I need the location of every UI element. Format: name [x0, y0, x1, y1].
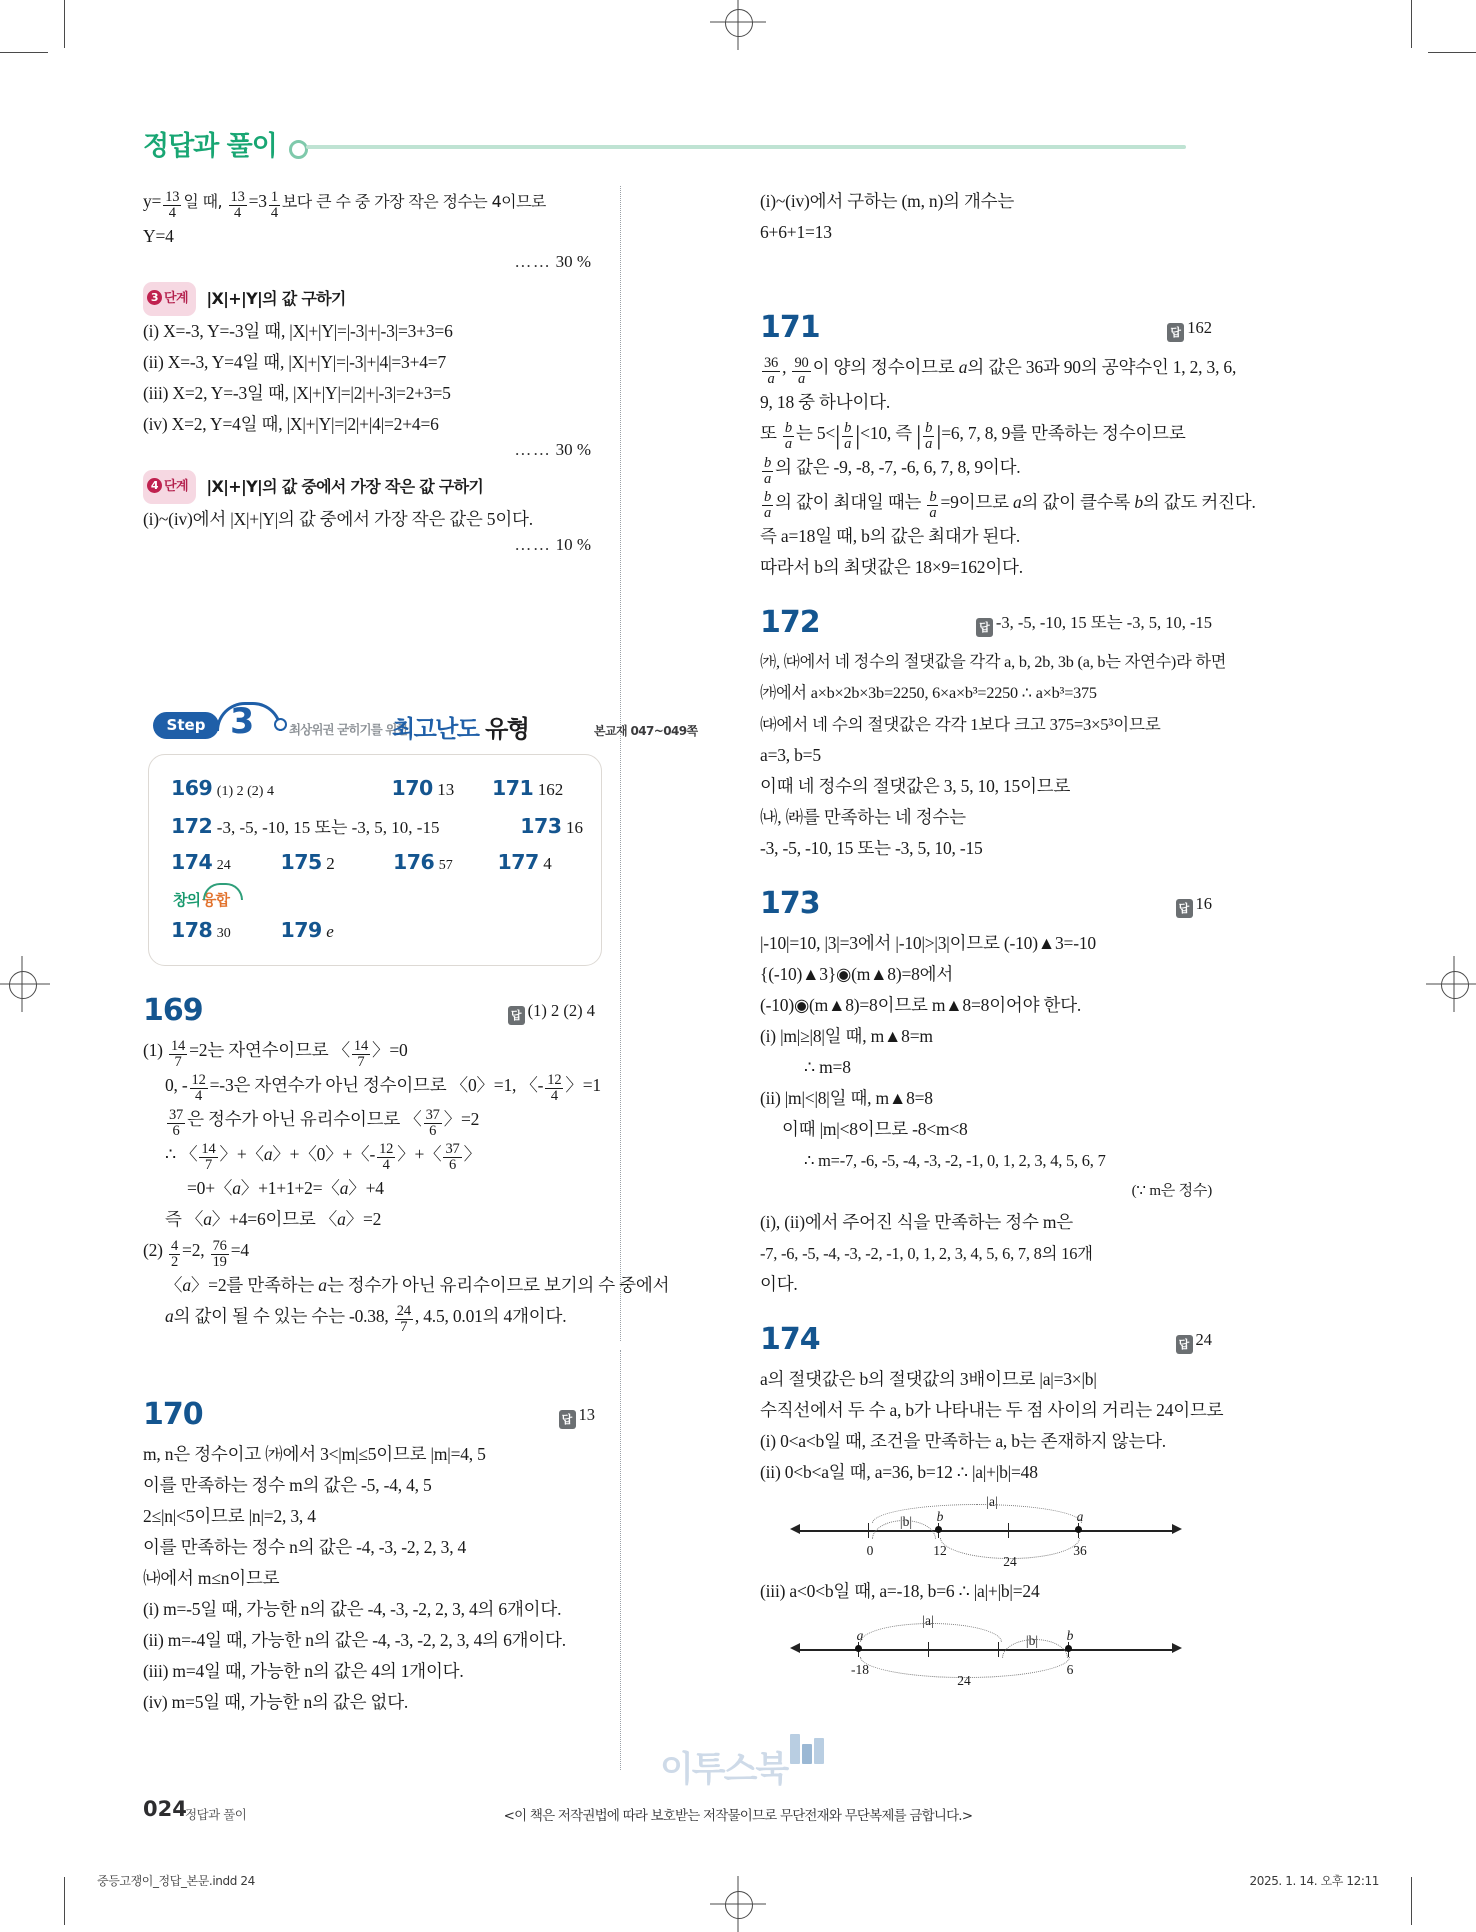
- arrow-right-icon: [1172, 1643, 1182, 1653]
- answer-icon: 답: [559, 1410, 576, 1429]
- creative-convergence-badge: 창의 융합: [173, 889, 229, 915]
- registration-mark-bottom: [710, 1876, 766, 1932]
- solution-line: ㈏에서 m≤n이므로: [143, 1568, 280, 1589]
- point-label-a: a: [856, 1628, 864, 1644]
- solution-line: 즉 a=18일 때, b의 값은 최대가 된다.: [760, 526, 1021, 547]
- crop-mark: [64, 0, 65, 48]
- answer-label: 답 (1) 2 (2) 4: [508, 1001, 595, 1025]
- solution-line: {(-10)▲3}◉(m▲8)=8에서: [760, 964, 954, 985]
- measure-label-abs-a: |a|: [986, 1494, 998, 1510]
- solution-line: (iv) X=2, Y=4일 때, |X|+|Y|=|2|+|4|=2+4=6: [143, 413, 439, 434]
- axis-tick: [998, 1642, 999, 1657]
- header-dot-icon: [289, 140, 308, 159]
- solution-line: (i), (ii)에서 주어진 식을 만족하는 정수 m은: [760, 1212, 1074, 1233]
- solution-line: (1) $\frac{14}{7}$ =2는 자연수이므로 〈 $\frac{14}{7}$ 〉=0: [143, 1037, 408, 1070]
- solution-line: $\frac{37}{6}$ 은 정수가 아닌 유리수이므로 〈 $\frac{37}{6}$ 〉=2: [169, 1106, 480, 1139]
- question-heading-171: 171 답 162: [760, 310, 1212, 345]
- question-heading-172: 172 답 -3, -5, -10, 15 또는 -3, 5, 10, -15: [760, 605, 1212, 641]
- watermark-text: 이투스북: [660, 1750, 788, 1790]
- tick-label: -18: [851, 1662, 869, 1678]
- step-heading: [143, 282, 595, 316]
- answer-icon: 답: [976, 618, 993, 637]
- left-column-lower: [143, 993, 670, 1718]
- solution-line: -7, -6, -5, -4, -3, -2, -1, 0, 1, 2, 3, 4, 5, 6, 7, 8의 16개: [760, 1244, 1093, 1264]
- solution-line: (i)~(iv)에서 구하는 (m, n)의 개수는: [760, 191, 1015, 211]
- solution-line: 이를 만족하는 정수 m의 값은 -5, -4, 4, 5: [143, 1475, 432, 1496]
- answer-label: 답 162: [1167, 318, 1212, 342]
- distance-label: 24: [1003, 1554, 1017, 1570]
- solution-line: (ii) |m|<|8|일 때, m▲8=8: [760, 1088, 933, 1109]
- copyright-notice: <이 책은 저작권법에 따라 보호받는 저작물이므로 무단전재와 무단복제를 금합니다.>: [503, 1808, 973, 1824]
- question-heading-170: 170 답 13: [143, 1397, 595, 1433]
- solution-line: ㈐에서 네 수의 절댓값은 각각 1보다 크고 375=3×5³이므로: [760, 715, 1161, 735]
- step3-section: [148, 700, 698, 966]
- solution-line: 이때 네 정수의 절댓값은 3, 5, 10, 15이므로: [760, 776, 1071, 797]
- measure-label-abs-b: |b|: [899, 1514, 913, 1530]
- solution-line: (iii) X=2, Y=-3일 때, |X|+|Y|=|2|+|-3|=2+3=5: [143, 382, 451, 403]
- dotted-leader: [760, 336, 1212, 337]
- answer-label: 답 13: [559, 1405, 596, 1429]
- solution-line: ㈎, ㈐에서 네 정수의 절댓값을 각각 a, b, 2b, 3b (a, b는 자연수)라 하면: [760, 653, 1227, 672]
- dotted-leader: [143, 1423, 595, 1424]
- axis-tick: [1008, 1523, 1009, 1538]
- brace-a: [860, 1623, 1002, 1642]
- solution-line: a=3, b=5: [760, 745, 821, 766]
- step-pill-label: Step: [153, 712, 219, 739]
- column-divider: [620, 186, 621, 1341]
- point-label-b: b: [1066, 1628, 1074, 1644]
- solution-line: 이를 만족하는 정수 n의 값은 -4, -3, -2, 2, 3, 4: [143, 1537, 467, 1558]
- solution-line: (i) X=-3, Y=-3일 때, |X|+|Y|=|-3|+|-3|=3+3=6: [143, 320, 453, 341]
- registration-mark-top: [710, 0, 766, 50]
- point-marker-a: [1075, 1526, 1082, 1533]
- brace-b: [1002, 1639, 1068, 1658]
- crop-mark: [1428, 52, 1476, 53]
- number-line-diagram-2: [760, 1615, 1212, 1691]
- brace-b: [872, 1520, 936, 1539]
- solution-line: |-10|=10, |3|=3에서 |-10|>|3|이므로 (-10)▲3=-10: [760, 933, 1096, 954]
- point-marker-b: [935, 1526, 942, 1533]
- registration-mark-right: [1426, 956, 1476, 1012]
- header-rule: [306, 145, 1186, 149]
- tick-label: 0: [866, 1543, 874, 1559]
- answer-label: 답 24: [1176, 1330, 1213, 1354]
- registration-mark-left: [0, 956, 50, 1012]
- watermark-logo-icon: [790, 1734, 826, 1769]
- step-chip: 4 단계: [143, 470, 196, 504]
- solution-line: $\frac{b}{a}$ 의 값이 최대일 때는 $\frac{b}{a}$ =9이므로 a의 값이 클수록 b의 값도 커진다.: [764, 489, 1256, 522]
- answer-row: 178 30 179 e: [171, 918, 334, 942]
- solution-line: 0, - $\frac{12}{4}$ =-3은 자연수가 아닌 정수이므로 〈0〉=1, 〈- $\frac{12}{4}$ 〉=1: [165, 1072, 601, 1105]
- solution-line: 〈a〉=2를 만족하는 a는 정수가 아닌 유리수이므로 보기의 수 중에서: [165, 1274, 670, 1295]
- measure-label-abs-a: |a|: [922, 1613, 934, 1629]
- solution-line: -3, -5, -10, 15 또는 -3, 5, 10, -15: [760, 838, 983, 859]
- step-title: |X|+|Y|의 값 중에서 가장 작은 값 구하기: [206, 476, 484, 496]
- score-note: …… 30 %: [514, 251, 591, 271]
- solution-line: 이다.: [760, 1274, 798, 1295]
- solution-line: 이때 |m|<8이므로 -8<m<8: [782, 1119, 968, 1140]
- solution-line: 2≤|n|<5이므로 |n|=2, 3, 4: [143, 1506, 316, 1527]
- solution-line: y= $\frac{13}{4}$ 일 때, $\frac{13}{4}$ =3 $\frac{1}{4}$ 보다 큰 수 중 가장 작은 정수는 4이므로: [143, 188, 546, 221]
- question-heading-174: 174 답 24: [760, 1322, 1212, 1358]
- answer-icon: 답: [1167, 323, 1184, 342]
- step3-banner: [148, 700, 698, 750]
- solution-line: ㈎에서 a×b×2b×3b=2250, 6×a×b³=2250 ∴ a×b³=375: [760, 684, 1097, 703]
- solution-line: ∴ m=8: [804, 1057, 851, 1078]
- solution-line: (i) m=-5일 때, 가능한 n의 값은 -4, -3, -2, 2, 3, 4의 6개이다.: [143, 1599, 562, 1620]
- answer-label: 답 -3, -5, -10, 15 또는 -3, 5, 10, -15: [976, 609, 1212, 637]
- step-title-main: 최고난도 유형: [392, 715, 529, 743]
- answer-label: 답 16: [1176, 894, 1213, 918]
- solution-line: (i) 0<a<b일 때, 조건을 만족하는 a, b는 존재하지 않는다.: [760, 1431, 1166, 1452]
- step-number: 3: [230, 702, 255, 742]
- answer-row: 174 24 175 2 176 57 177 4: [171, 850, 552, 874]
- crop-mark: [1411, 1877, 1412, 1925]
- solution-line: (i)~(iv)에서 |X|+|Y|의 값 중에서 가장 작은 값은 5이다.: [143, 508, 533, 529]
- print-filename: 중등고쟁이_정답_본문.indd 24: [97, 1874, 255, 1888]
- solution-line: 또 $\frac{b}{a}$ 는 5<| $\frac{b}{a}$ |<10, 즉 | $\frac{b}{a}$ |=6, 7, 8, 9를 만족하는 정수이므로: [760, 420, 1186, 453]
- arrow-right-icon: [1172, 1524, 1182, 1534]
- solution-line: ∴ m=-7, -6, -5, -4, -3, -2, -1, 0, 1, 2, 3, 4, 5, 6, 7: [804, 1151, 1106, 1171]
- solution-line: $\frac{b}{a}$ 의 값은 -9, -8, -7, -6, 6, 7, 8, 9이다.: [764, 454, 1021, 487]
- page-number: 024: [143, 1797, 187, 1821]
- dotted-leader: [760, 912, 1212, 913]
- answer-icon: 답: [508, 1006, 525, 1025]
- brace-a: [872, 1504, 1082, 1523]
- badge-arc-icon: [203, 883, 243, 900]
- solution-line: (iii) a<0<b일 때, a=-18, b=6 ∴ |a|+|b|=24: [760, 1581, 1040, 1602]
- crop-mark: [1411, 0, 1412, 48]
- distance-label: 24: [957, 1673, 971, 1689]
- solution-line: a의 값이 될 수 있는 수는 -0.38, $\frac{24}{7}$ , 4.5, 0.01의 4개이다.: [165, 1303, 567, 1336]
- step-heading: [143, 470, 595, 504]
- dotted-leader: [760, 1348, 1212, 1349]
- axis-tick: [868, 1523, 869, 1538]
- textbook-reference: 본교재 047~049쪽: [594, 724, 698, 738]
- arrow-left-icon: [790, 1524, 800, 1534]
- point-marker-a: [855, 1645, 862, 1652]
- solution-line: ㈏, ㈑를 만족하는 네 정수는: [760, 807, 966, 828]
- answer-row: 169 (1) 2 (2) 4 170 13 171 162: [171, 776, 564, 800]
- solution-line: ∴ 〈 $\frac{14}{7}$ 〉+〈a〉+〈0〉+〈- $\frac{12}{4}$ 〉+〈 $\frac{37}{6}$ 〉: [165, 1141, 481, 1174]
- step-arc-dot-icon: [274, 718, 287, 731]
- solution-line: (ii) m=-4일 때, 가능한 n의 값은 -4, -3, -2, 2, 3, 4의 6개이다.: [143, 1630, 566, 1651]
- question-heading-173: 173 답 16: [760, 886, 1212, 922]
- solution-line: (-10)◉(m▲8)=8이므로 m▲8=8이어야 한다.: [760, 995, 1082, 1016]
- solution-line: (i) |m|≥|8|일 때, m▲8=m: [760, 1026, 933, 1047]
- answer-icon: 답: [1176, 1335, 1193, 1354]
- solution-line: $\frac{36}{a}$ , $\frac{90}{a}$ 이 양의 정수이므로 a의 값은 36과 90의 공약수인 1, 2, 3, 6,: [764, 354, 1237, 387]
- arrow-left-icon: [790, 1643, 800, 1653]
- tick-label: 12: [933, 1543, 947, 1559]
- solution-line: Y=4: [143, 225, 174, 246]
- crop-mark: [64, 1877, 65, 1925]
- question-heading-169: 169 답 (1) 2 (2) 4: [143, 993, 595, 1028]
- left-column: [143, 186, 595, 555]
- page-header: [143, 124, 1043, 168]
- measure-label-abs-b: |b|: [1025, 1633, 1039, 1649]
- solution-line: 9, 18 중 하나이다.: [760, 391, 891, 412]
- solution-line: (ii) 0<b<a일 때, a=36, b=12 ∴ |a|+|b|=48: [760, 1462, 1038, 1483]
- answer-row: 172 -3, -5, -10, 15 또는 -3, 5, 10, -15 173 16: [171, 814, 583, 838]
- solution-line: (ii) X=-3, Y=4일 때, |X|+|Y|=|-3|+|4|=3+4=7: [143, 351, 447, 372]
- solution-line: 즉 〈a〉+4=6이므로 〈a〉=2: [165, 1209, 382, 1230]
- solution-line: 따라서 b의 최댓값은 18×9=162이다.: [760, 557, 1023, 578]
- score-note: …… 10 %: [514, 534, 591, 554]
- solution-line: a의 절댓값은 b의 절댓값의 3배이므로 |a|=3×|b|: [760, 1369, 1097, 1390]
- step-title: |X|+|Y|의 값 구하기: [206, 288, 346, 308]
- tick-label: 6: [1066, 1662, 1074, 1678]
- number-line-diagram-1: [760, 1496, 1212, 1572]
- column-divider-lower: [620, 1350, 621, 1770]
- point-label-a: a: [1076, 1509, 1084, 1525]
- number-line-axis: [800, 1530, 1172, 1531]
- solution-line: =0+〈a〉+1+1+2=〈a〉+4: [187, 1178, 384, 1199]
- solution-line: (iii) m=4일 때, 가능한 n의 값은 4의 1개이다.: [143, 1661, 464, 1682]
- crop-mark: [0, 52, 48, 53]
- point-label-b: b: [936, 1509, 944, 1525]
- solution-line: (iv) m=5일 때, 가능한 n의 값은 없다.: [143, 1692, 409, 1713]
- page-label: 정답과 풀이: [185, 1807, 247, 1822]
- solution-line: 6+6+1=13: [760, 222, 832, 242]
- answer-icon: 답: [1176, 899, 1193, 918]
- print-timestamp: 2025. 1. 14. 오후 12:11: [1249, 1874, 1379, 1888]
- tick-label: 36: [1073, 1543, 1087, 1559]
- step-subtitle: 최상위권 굳히기를 위한: [289, 722, 408, 737]
- axis-tick: [928, 1642, 929, 1657]
- solution-line: 수직선에서 두 수 a, b가 나타내는 두 점 사이의 거리는 24이므로: [760, 1400, 1224, 1421]
- page-title: 정답과 풀이: [143, 131, 277, 162]
- right-column: [760, 186, 1256, 1695]
- score-note: …… 30 %: [514, 439, 591, 459]
- solution-line: m, n은 정수이고 ㈎에서 3<|m|≤5이므로 |m|=4, 5: [143, 1444, 486, 1465]
- step-chip: 3 단계: [143, 282, 196, 316]
- answer-summary-box: [148, 754, 602, 966]
- solution-note: (∵ m은 정수): [1131, 1183, 1212, 1200]
- solution-line: (2) $\frac{4}{2}$ =2, $\frac{76}{19}$ =4: [143, 1237, 249, 1270]
